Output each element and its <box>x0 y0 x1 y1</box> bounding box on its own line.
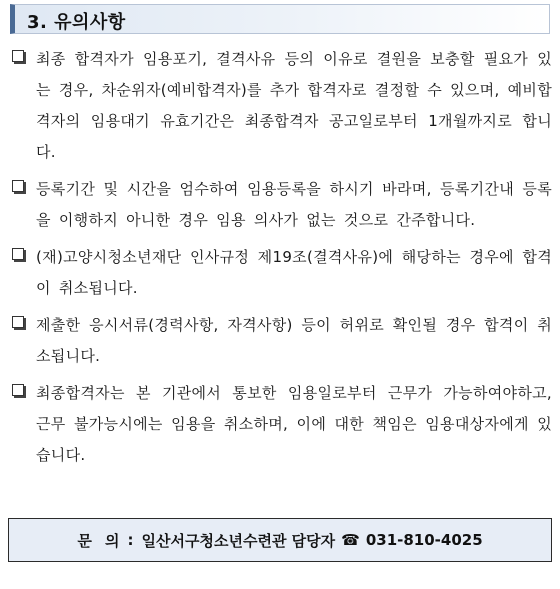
notice-item <box>12 378 552 471</box>
section-title: 3. 유의사항 <box>27 12 126 33</box>
notice-item-text: 최종 합격자가 임용포기, 결격사유 등의 이유로 결원을 보충할 필요가 있는 경우, 차순위자(예비합격자)를 추가 합격자로 결정할 수 있으며, 예비합격자의 임용대기 유효기간은 최종합격자 공고일로부터 1개월까지로 합니다. <box>36 50 552 161</box>
contact-label: 문 의 <box>77 531 124 550</box>
contact-phone: 031-810-4025 <box>365 531 483 549</box>
checkbox-bullet-icon <box>12 384 24 396</box>
notice-item <box>12 174 552 236</box>
contact-box <box>8 518 552 562</box>
checkbox-bullet-icon <box>12 180 24 192</box>
notice-list <box>12 44 552 477</box>
contact-separator: : <box>127 531 134 549</box>
notice-item <box>12 242 552 304</box>
checkbox-bullet-icon <box>12 316 24 328</box>
notice-item-text: 등록기간 및 시간을 엄수하여 임용등록을 하시기 바라며, 등록기간내 등록을 이행하지 아니한 경우 임용 의사가 없는 것으로 간주합니다. <box>36 180 552 229</box>
contact-department: 일산서구청소년수련관 담당자 <box>141 531 336 550</box>
notice-item-text: (재)고양시청소년재단 인사규정 제19조(결격사유)에 해당하는 경우에 합격이 취소됩니다. <box>36 248 552 297</box>
notice-item-text: 제출한 응시서류(경력사항, 자격사항) 등이 허위로 확인될 경우 합격이 취소됩니다. <box>36 316 552 365</box>
checkbox-bullet-icon <box>12 50 24 62</box>
checkbox-bullet-icon <box>12 248 24 260</box>
notice-item <box>12 310 552 372</box>
section-header <box>10 4 550 34</box>
notice-item-text: 최종합격자는 본 기관에서 통보한 임용일로부터 근무가 가능하여야하고, 근무 불가능시에는 임용을 취소하며, 이에 대한 책임은 임용대상자에게 있습니다. <box>36 384 552 464</box>
notice-item <box>12 44 552 168</box>
phone-icon: ☎ <box>341 531 360 549</box>
